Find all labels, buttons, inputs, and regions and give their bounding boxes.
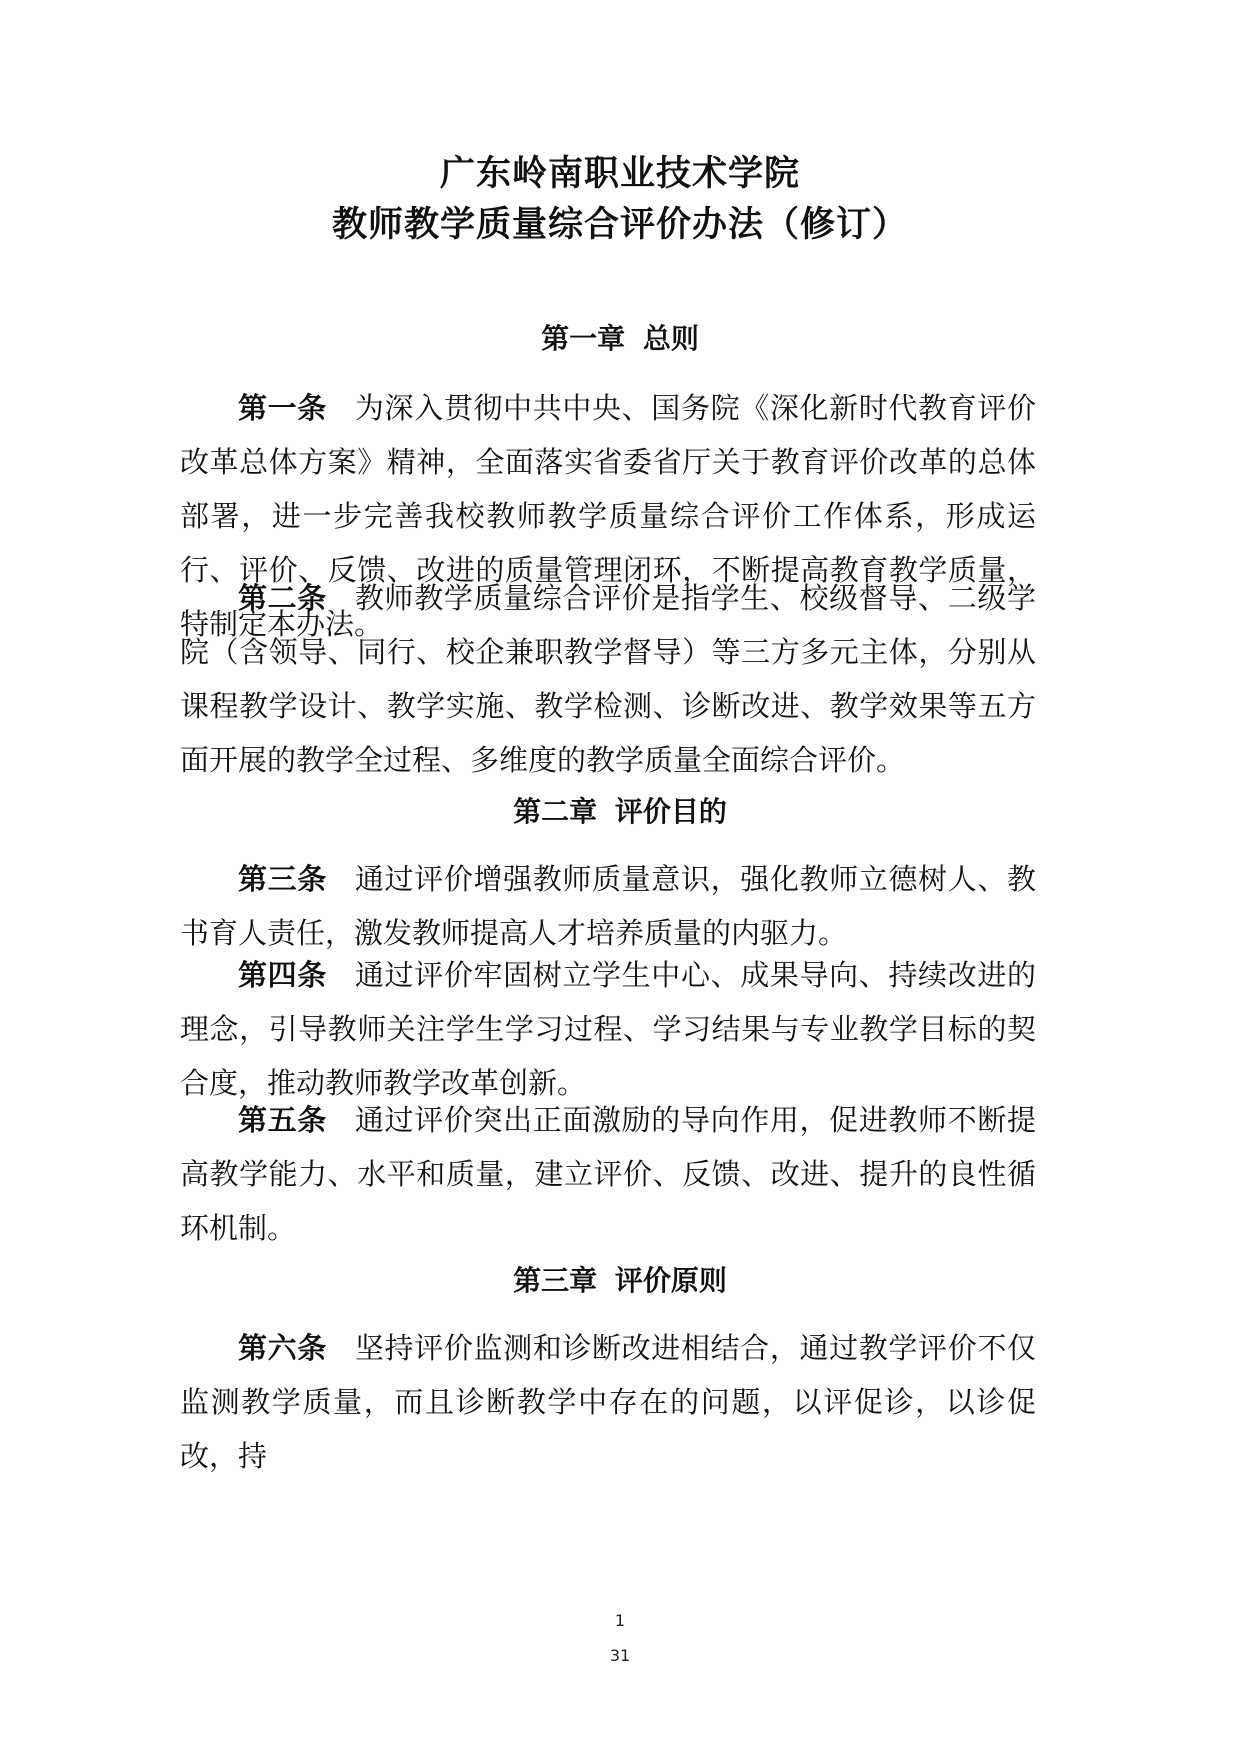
- article-3: [180, 852, 1036, 960]
- article-2: [180, 571, 1036, 787]
- article-label: 第三条: [238, 862, 327, 896]
- chapter-heading-2: 第二章 评价目的: [513, 795, 727, 828]
- article-text: 教师教学质量综合评价是指学生、校级督导、二级学院（含领导、同行、校企兼职教学督导）等三方多元主体，分别从课程教学设计、教学实施、教学检测、诊断改进、教学效果等五方面开展的教学全过程、多维度的教学质量全面综合评价。: [180, 581, 1036, 777]
- article-label: 第二条: [238, 581, 327, 615]
- document-page-number: 31: [609, 1646, 631, 1665]
- article-text: 坚持评价监测和诊断改进相结合，通过教学评价不仅监测教学质量，而且诊断教学中存在的问题，以评促诊，以诊促改，持: [180, 1331, 1036, 1473]
- chapter-heading-1: 第一章 总则: [541, 322, 699, 355]
- document-title-line-2: 教师教学质量综合评价办法（修订）: [331, 204, 908, 245]
- article-4: [180, 948, 1036, 1110]
- article-label: 第四条: [238, 958, 327, 992]
- page-number: 1: [614, 1611, 626, 1630]
- document-title-line-1: 广东岭南职业技术学院: [439, 153, 800, 194]
- article-text: 通过评价牢固树立学生中心、成果导向、持续改进的理念，引导教师关注学生学习过程、学习结果与专业教学目标的契合度，推动教师教学改革创新。: [180, 958, 1036, 1100]
- article-text: 通过评价突出正面激励的导向作用，促进教师不断提高教学能力、水平和质量，建立评价、反馈、改进、提升的良性循环机制。: [180, 1103, 1036, 1245]
- article-label: 第五条: [238, 1103, 327, 1137]
- article-text: 通过评价增强教师质量意识，强化教师立德树人、教书育人责任，激发教师提高人才培养质量的内驱力。: [180, 862, 1036, 950]
- article-label: 第一条: [238, 391, 327, 425]
- chapter-heading-3: 第三章 评价原则: [513, 1264, 727, 1297]
- article-5: [180, 1093, 1036, 1255]
- article-text: 为深入贯彻中共中央、国务院《深化新时代教育评价改革总体方案》精神，全面落实省委省厅关于教育评价改革的总体部署，进一步完善我校教师教学质量综合评价工作体系，形成运行、评价、反馈、改进的质量管理闭环，不断提高教育教学质量，特制定本办法。: [180, 391, 1036, 641]
- article-label: 第六条: [238, 1331, 327, 1365]
- article-6: [180, 1321, 1036, 1483]
